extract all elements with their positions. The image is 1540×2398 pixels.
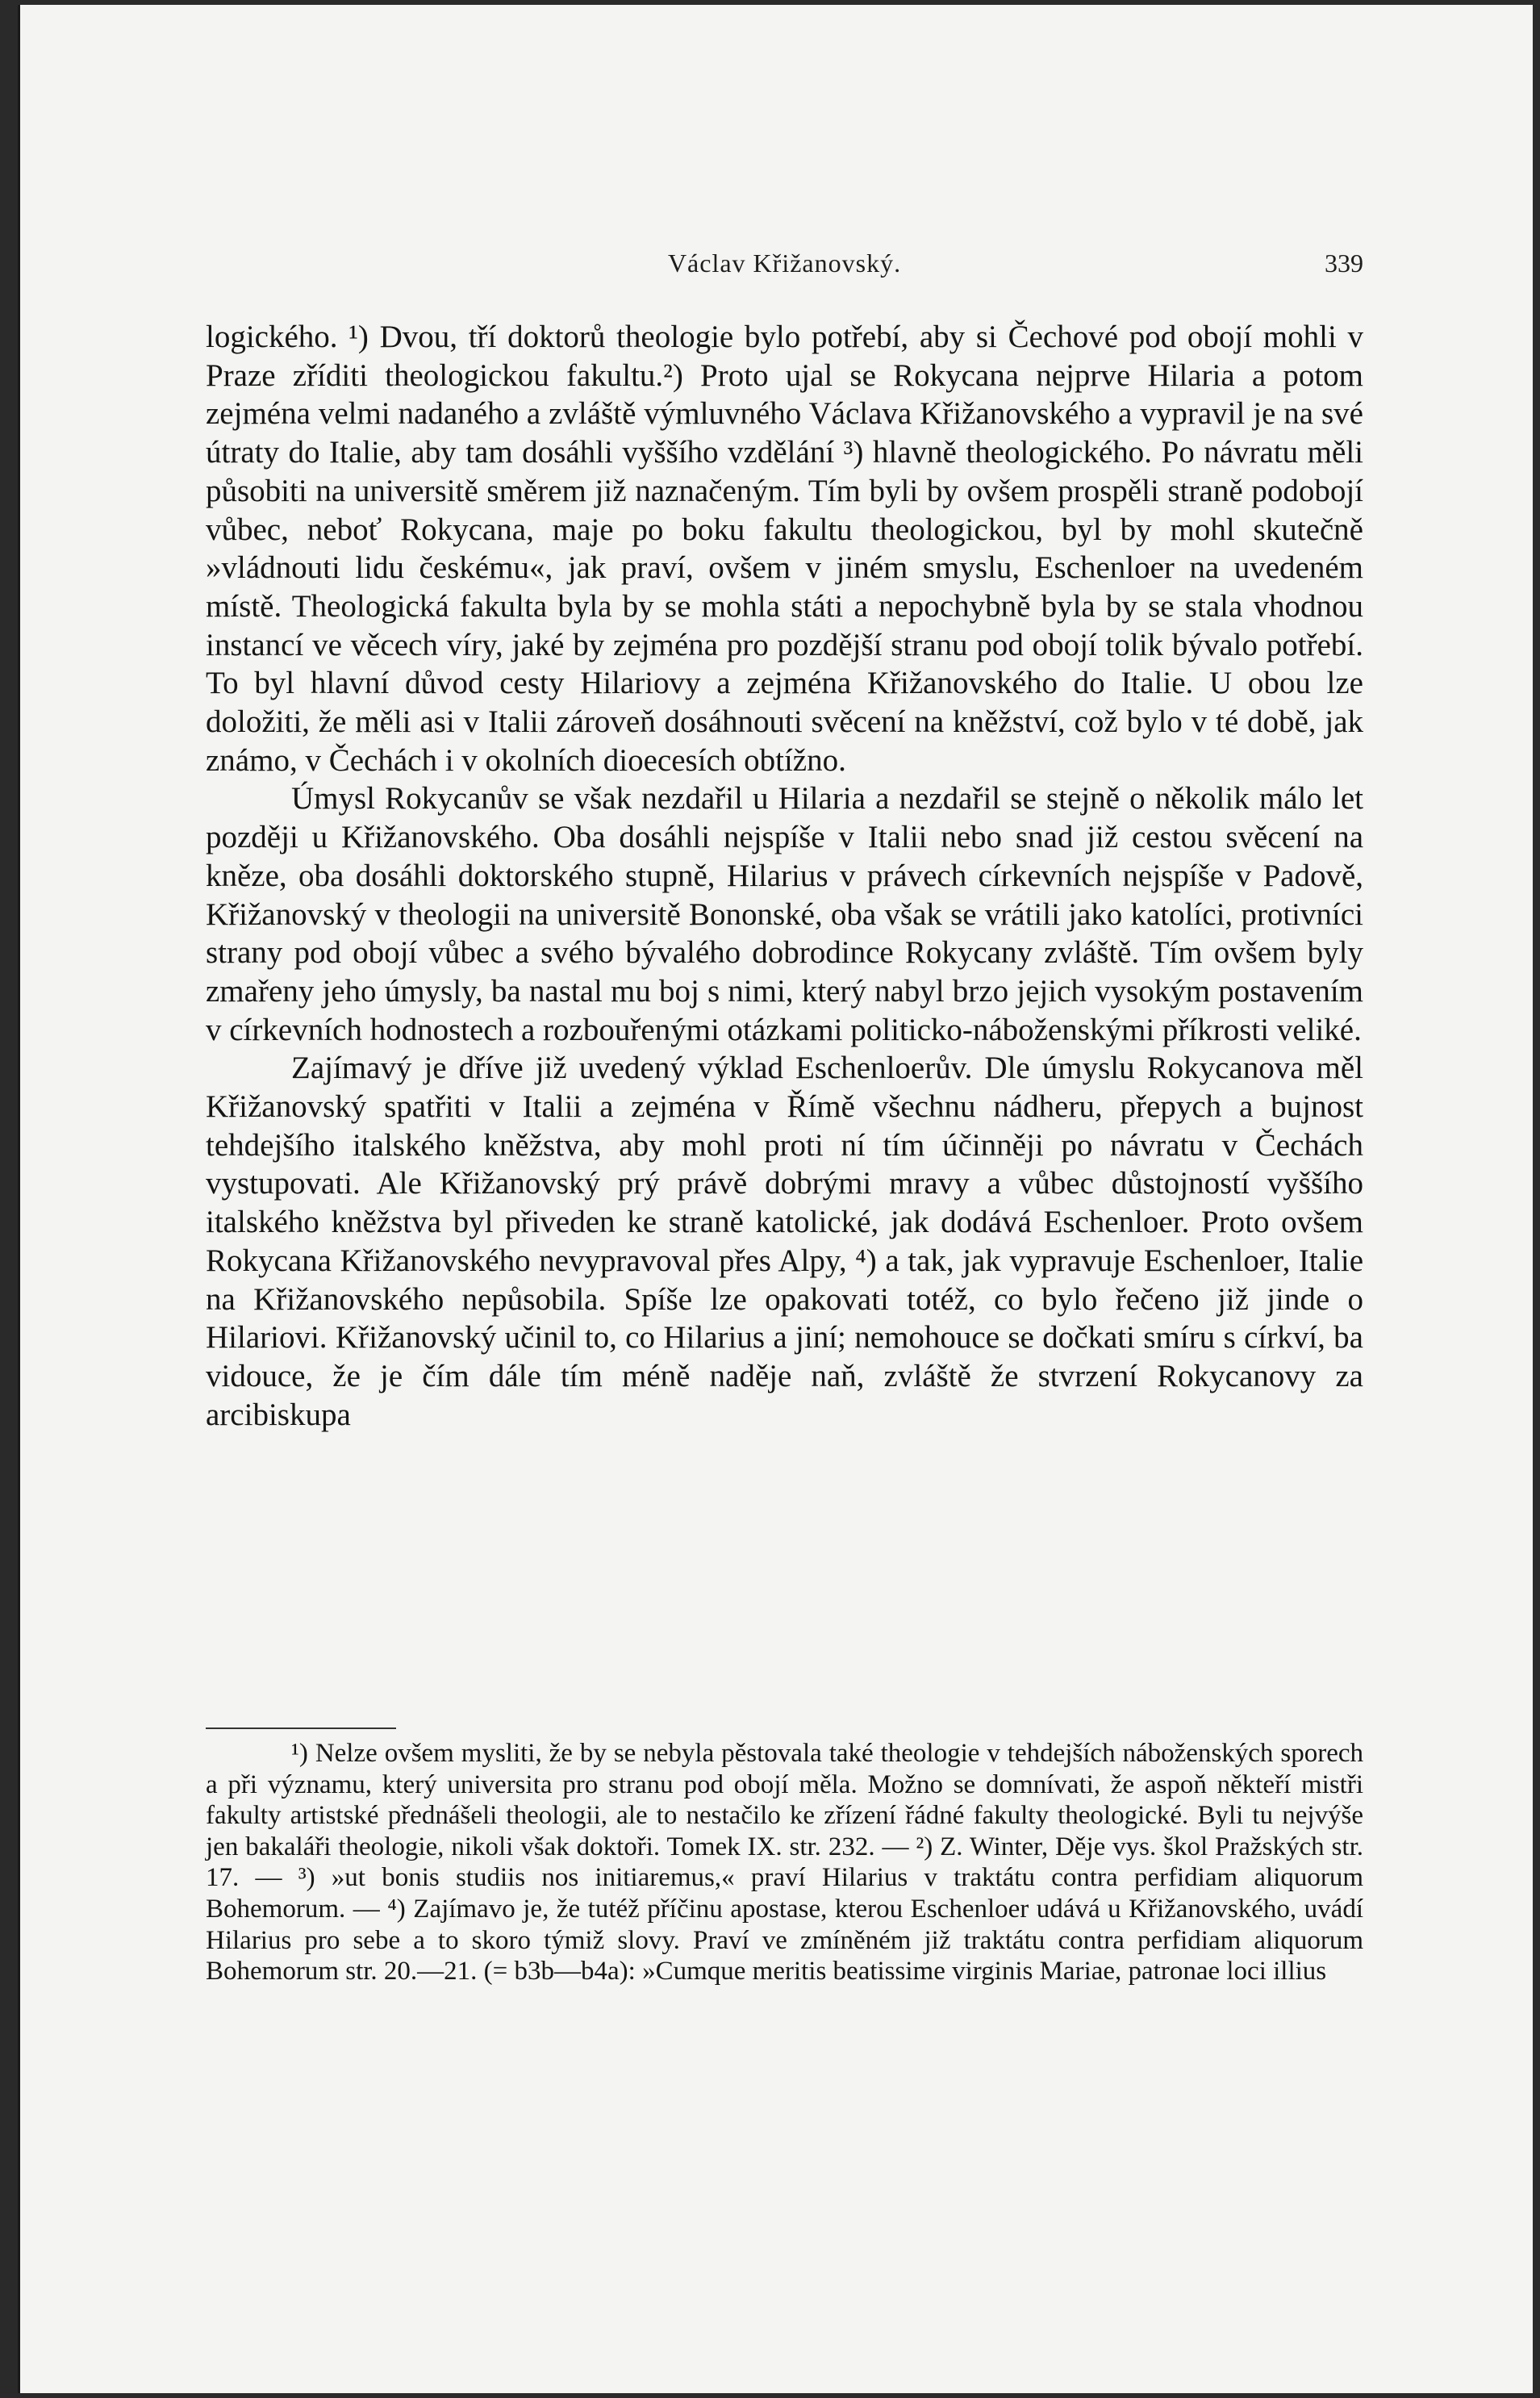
footnote-divider (206, 1727, 396, 1729)
paragraph-2: Úmysl Rokycanův se však nezdařil u Hilaria a nezdařil se stejně o několik málo let později u Křižanovského. Oba dosáhli nejspíše v Italii nebo snad již cestou svěcení na kněze, oba dosáhli doktorského stupně, Hilarius v právech církevních nejspíše v Padově, Křižanovský v theologii na universitě Bononské, oba však se vrátili jako katolíci, protivníci strany pod obojí vůbec a svého bývalého dobrodince Rokycany zvláště. Tím ovšem byly zmařeny jeho úmysly, ba nastal mu boj s nimi, který nabyl brzo jejich vysokým postavením v církevních hodnostech a rozbouřenými otázkami politicko-náboženskými příkrosti veliké. (206, 781, 1363, 1047)
running-title: Václav Křižanovský. (667, 249, 902, 278)
paragraph-3: Zajímavý je dříve již uvedený výklad Eschenloerův. Dle úmyslu Rokycanova měl Křižanovský spatřiti v Italii a zejména v Římě všechnu nádheru, přepych a bujnost tehdejšího italského kněžstva, aby mohl proti ní tím účinněji po návratu v Čechách vystupovati. Ale Křižanovský prý právě dobrými mravy a vůbec důstojností vyššího italského kněžstva byl přiveden ke straně katolické, jak dodává Eschenloer. Proto ovšem Rokycana Křižanovského nevypravoval přes Alpy, ⁴) a tak, jak vypravuje Eschenloer, Italie na Křižanovského nepůsobila. Spíše lze opakovati totéž, co bylo řečeno již jinde o Hilariovi. Křižanovský učinil to, co Hilarius a jiní; nemohouce se dočkati smíru s církví, ba vidouce, že je čím dále tím méně naděje naň, zvláště že stvrzení Rokycanovy za arcibiskupa (206, 1051, 1363, 1432)
paragraph-1: logického. ¹) Dvou, tří doktorů theologie bylo potřebí, aby si Čechové pod obojí mohli v Praze zříditi theologickou fakultu.²) Proto ujal se Rokycana nejprve Hilaria a potom zejména velmi nadaného a zvláště výmluvného Václava Křižanovského a vypravil je na své útraty do Italie, aby tam dosáhli vyššího vzdělání ³) hlavně theologického. Po návratu měli působiti na universitě směrem již naznačeným. Tím byli by ovšem prospěli straně podobojí vůbec, neboť Rokycana, maje po boku fakultu theologickou, byl by mohl skutečně »vládnouti lidu českému«, jak praví, ovšem v jiném smyslu, Eschenloer na uvedeném místě. Theologická fakulta byla by se mohla státi a nepochybně byla by se stala vhodnou instancí ve věcech víry, jaké by zejména pro pozdější stranu pod obojí tolik bývalo potřebí. To byl hlavní důvod cesty Hilariovy a zejména Křižanovského do Italie. U obou lze doložiti, že měli asi v Italii zároveň dosáhnouti svěcení na kněžství, což bylo v té době, jak známo, v Čechách i v okolních dioecesích obtížno. (206, 320, 1363, 778)
footnotes: ¹) Nelze ovšem mysliti, že by se nebyla pěstovala také theologie v tehdejších náboženských sporech a při významu, který universita pro stranu pod obojí měla. Možno se domnívati, že aspoň někteří mistři fakulty artistské přednášeli theologii, ale to nestačilo ke zřízení řádné fakulty theologické. Byli tu nejvýše jen bakaláři theologie, nikoli však doktoři. Tomek IX. str. 232. — ²) Z. Winter, Děje vys. škol Pražských str. 17. — ³) »ut bonis studiis nos initiaremus,« praví Hilarius v traktátu contra perfidiam aliquorum Bohemorum. — ⁴) Zajímavo je, že tutéž příčinu apostase, kterou Eschenloer udává u Křižanovského, uvádí Hilarius pro sebe a to skoro týmiž slovy. Praví ve zmíněném již traktátu contra perfidiam aliquorum Bohemorum str. 20.—21. (= b3b—b4a): »Cumque meritis beatissime virginis Mariae, patronae loci illius (206, 1739, 1363, 1986)
main-text (206, 318, 1363, 1434)
book-page (18, 5, 1533, 2393)
page-header (206, 249, 1363, 289)
page-number: 339 (1325, 249, 1363, 278)
